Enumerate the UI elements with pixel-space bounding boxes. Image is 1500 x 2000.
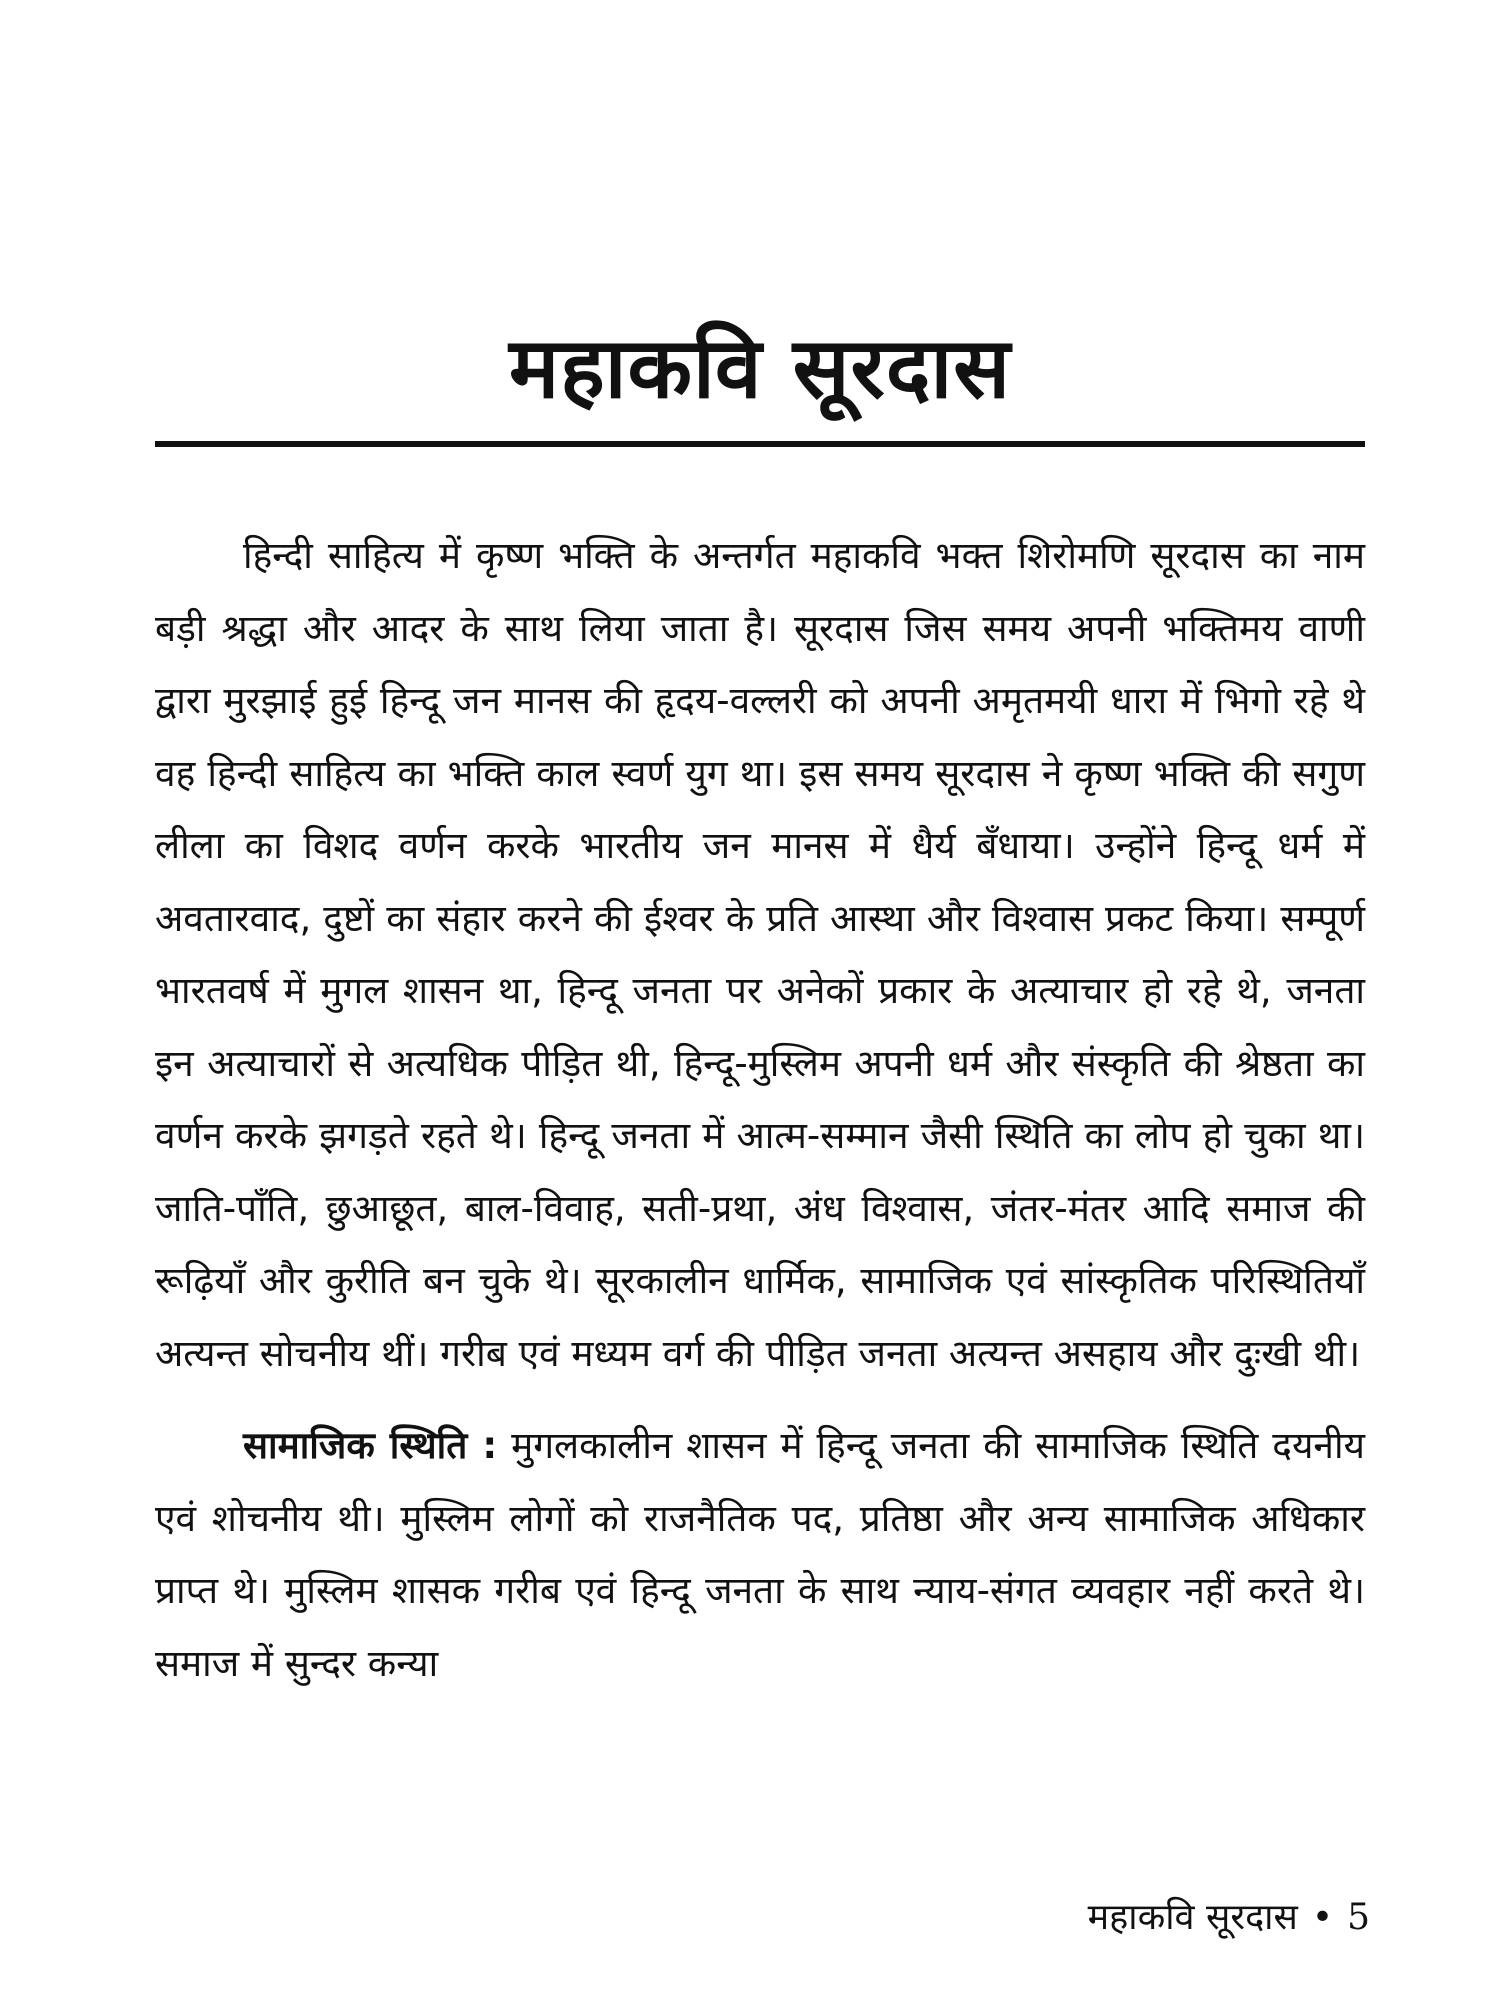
- paragraph-intro: [155, 520, 1365, 1390]
- paragraph-social-condition-text: मुगलकालीन शासन में हिन्दू जनता की सामाजिक स्थिति दयनीय एवं शोचनीय थी। मुस्लिम लोगों को राजनैतिक पद, प्रतिष्ठा और अन्य सामाजिक अधिकार प्राप्त थे। मुस्लिम शासक गरीब एवं हिन्दू जनता के साथ न्याय-संगत व्यवहार नहीं करते थे। समाज में सुन्दर कन्या: [155, 1424, 1365, 1685]
- footer-separator-bullet: •: [1311, 1897, 1334, 1938]
- paragraph-intro-text: हिन्दी साहित्य में कृष्ण भक्ति के अन्तर्गत महाकवि भक्त शिरोमणि सूरदास का नाम बड़ी श्रद्धा और आदर के साथ लिया जाता है। सूरदास जिस समय अपनी भक्तिमय वाणी द्वारा मुरझाई हुई हिन्दू जन मानस की हृदय-वल्लरी को अपनी अमृतमयी धारा में भिगो रहे थे वह हिन्दी साहित्य का भक्ति काल स्वर्ण युग था। इस समय सूरदास ने कृष्ण भक्ति की सगुण लीला का विशद वर्णन करके भारतीय जन मानस में धैर्य बँधाया। उन्होंने हिन्दू धर्म में अवतारवाद, दुष्टों का संहार करने की ईश्वर के प्रति आस्था और विश्वास प्रकट किया। सम्पूर्ण भारतवर्ष में मुगल शासन था, हिन्दू जनता पर अनेकों प्रकार के अत्याचार हो रहे थे, जनता इन अत्याचारों से अत्यधिक पीड़ित थी, हिन्दू-मुस्लिम अपनी धर्म और संस्कृति की श्रेष्ठता का वर्णन करके झगड़ते रहते थे। हिन्दू जनता में आत्म-सम्मान जैसी स्थिति का लोप हो चुका था। जाति-पाँति, छुआछूत, बाल-विवाह, सती-प्रथा, अंध विश्वास, जंतर-मंतर आदि समाज की रूढ़ियाँ और कुरीति बन चुके थे। सूरकालीन धार्मिक, सामाजिक एवं सांस्कृतिक परिस्थितियाँ अत्यन्त सोचनीय थीं। गरीब एवं मध्यम वर्ग की पीड़ित जनता अत्यन्त असहाय और दुःखी थी।: [155, 534, 1365, 1375]
- chapter-title: महाकवि सूरदास: [508, 319, 1012, 417]
- paragraph-social-condition: [155, 1410, 1365, 1700]
- title-underline-rule: [155, 441, 1365, 447]
- chapter-body: [155, 520, 1365, 1700]
- footer-running-title: महाकवि सूरदास: [1087, 1897, 1298, 1938]
- page-number: 5: [1347, 1897, 1370, 1938]
- section-lead-term: सामाजिक स्थिति :: [243, 1424, 498, 1467]
- running-footer: [1088, 1893, 1370, 1943]
